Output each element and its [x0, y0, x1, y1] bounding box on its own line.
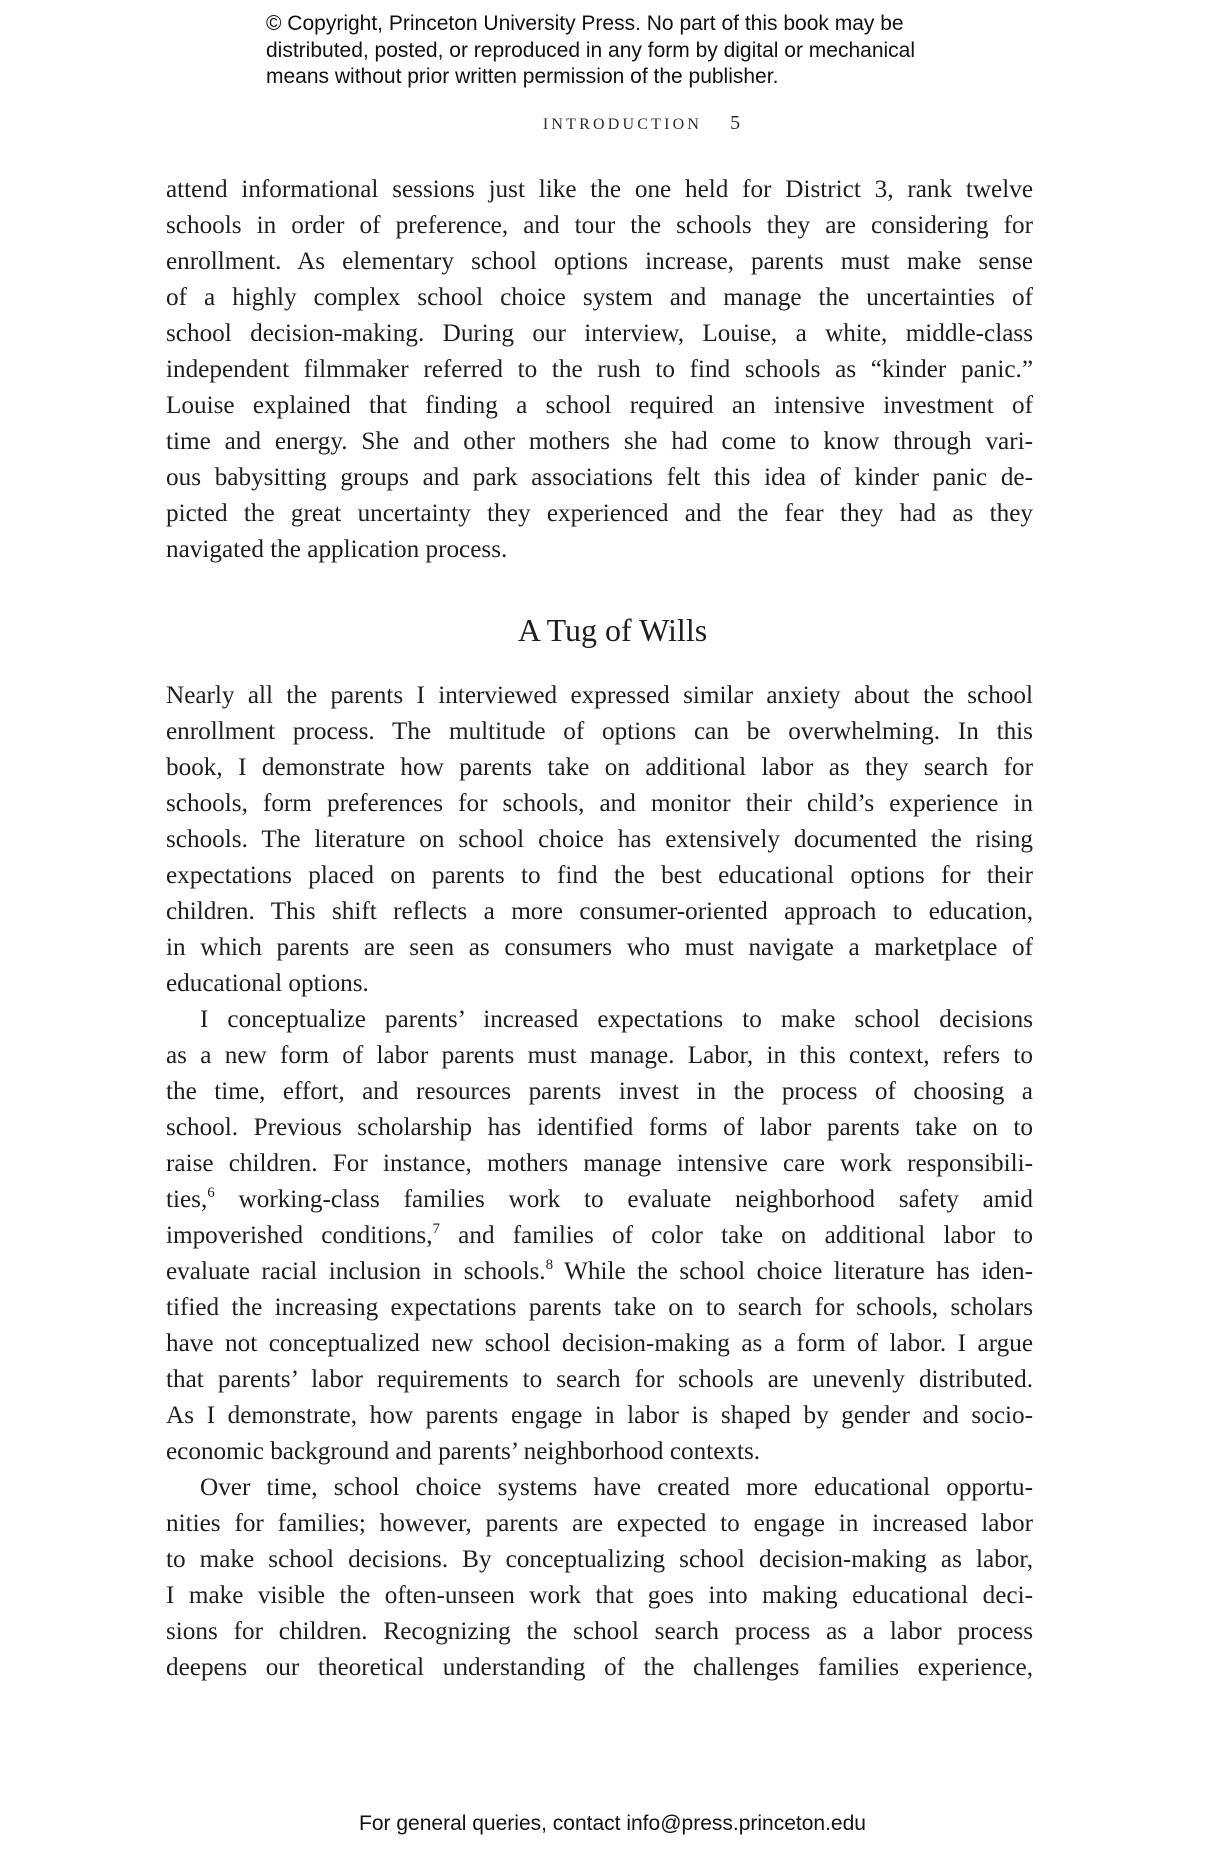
- text-line: book, I demonstrate how parents take on additional labor as they search for: [166, 754, 1033, 781]
- copyright-line: distributed, posted, or reproduced in any form by digital or mechanical: [266, 38, 916, 62]
- page-number: 5: [730, 112, 741, 134]
- footer-contact: For general queries, contact info@press.princeton.edu: [359, 1812, 866, 1835]
- text-line: that parents’ labor requirements to search for schools are unevenly distributed.: [166, 1366, 1033, 1393]
- text-line: ous babysitting groups and park associations felt this idea of kinder panic de-: [166, 464, 1033, 491]
- text-run: working-class families work to evaluate neighborhood safety amid: [214, 1186, 1033, 1213]
- text-line: school decision-making. During our interview, Louise, a white, middle-class: [166, 320, 1033, 347]
- footnote-ref-7[interactable]: 7: [432, 1221, 441, 1237]
- copyright-line: means without prior written permission of the publisher.: [266, 65, 779, 88]
- text-line: educational options.: [166, 970, 369, 997]
- text-line: enrollment process. The multitude of options can be overwhelming. In this: [166, 718, 1033, 745]
- chapter-title: INTRODUCTION: [542, 116, 703, 133]
- text-line: navigated the application process.: [166, 536, 508, 563]
- text-line: As I demonstrate, how parents engage in labor is shaped by gender and socio-: [166, 1402, 1033, 1429]
- text-line: Nearly all the parents I interviewed expressed similar anxiety about the school: [166, 682, 1033, 709]
- continuation-paragraph: [166, 172, 1033, 568]
- text-line: I make visible the often-unseen work that goes into making educational deci-: [166, 1582, 1033, 1609]
- text-line: Louise explained that finding a school required an intensive investment of: [166, 392, 1033, 419]
- text-line: sions for children. Recognizing the school search process as a labor process: [166, 1618, 1033, 1645]
- text-line: economic background and parents’ neighborhood contexts.: [166, 1438, 761, 1465]
- text-run: impoverished conditions,: [166, 1222, 433, 1249]
- text-line: children. This shift reflects a more consumer-oriented approach to education,: [166, 898, 1033, 925]
- text-line: attend informational sessions just like the one held for District 3, rank twelve: [166, 176, 1033, 203]
- text-line: have not conceptualized new school decision-making as a form of labor. I argue: [166, 1330, 1033, 1357]
- text-line: nities for families; however, parents are expected to engage in increased labor: [166, 1510, 1033, 1537]
- text-run: evaluate racial inclusion in schools.: [166, 1258, 546, 1285]
- text-line: of a highly complex school choice system and manage the uncertainties of: [166, 284, 1033, 311]
- text-run: ties,: [166, 1186, 208, 1213]
- text-run: While the school choice literature has iden-: [553, 1258, 1034, 1285]
- copyright-notice: [266, 11, 986, 91]
- text-line: tified the increasing expectations parents take on to search for schools, scholars: [166, 1294, 1033, 1321]
- text-line: schools in order of preference, and tour the schools they are considering for: [166, 212, 1033, 239]
- text-line: picted the great uncertainty they experienced and the fear they had as they: [166, 500, 1033, 527]
- text-line: schools, form preferences for schools, and monitor their child’s experience in: [166, 790, 1033, 817]
- text-line: as a new form of labor parents must manage. Labor, in this context, refers to: [166, 1042, 1033, 1069]
- footnote-ref-6[interactable]: 6: [207, 1185, 215, 1201]
- section-heading: A Tug of Wills: [517, 612, 708, 648]
- copyright-line: © Copyright, Princeton University Press. No part of this book may be: [266, 12, 904, 35]
- text-line: in which parents are seen as consumers who must navigate a marketplace of: [166, 934, 1033, 961]
- text-line: to make school decisions. By conceptualizing school decision-making as labor,: [166, 1546, 1033, 1573]
- text-line-with-footnote: [166, 1218, 1033, 1254]
- text-line: deepens our theoretical understanding of the challenges families experience,: [166, 1654, 1033, 1681]
- footnote-ref-8[interactable]: 8: [545, 1257, 554, 1273]
- text-line: I conceptualize parents’ increased expectations to make school decisions: [200, 1006, 1033, 1033]
- text-line-with-footnote: [166, 1254, 1033, 1290]
- text-line-with-footnote: [166, 1182, 1033, 1218]
- text-line: school. Previous scholarship has identified forms of labor parents take on to: [166, 1114, 1033, 1141]
- text-line: independent filmmaker referred to the rush to find schools as “kinder panic.”: [166, 356, 1033, 383]
- text-line: enrollment. As elementary school options increase, parents must make sense: [166, 248, 1033, 275]
- text-line: time and energy. She and other mothers she had come to know through vari-: [166, 428, 1033, 455]
- text-line: schools. The literature on school choice has extensively documented the rising: [166, 826, 1033, 853]
- text-line: Over time, school choice systems have created more educational opportu-: [200, 1474, 1033, 1501]
- section-body: [166, 678, 1033, 1686]
- running-head: [0, 112, 1225, 135]
- text-line: raise children. For instance, mothers manage intensive care work responsibili-: [166, 1150, 1033, 1177]
- text-run: and families of color take on additional labor to: [440, 1222, 1033, 1249]
- text-line: the time, effort, and resources parents invest in the process of choosing a: [166, 1078, 1033, 1105]
- text-line: expectations placed on parents to find the best educational options for their: [166, 862, 1033, 889]
